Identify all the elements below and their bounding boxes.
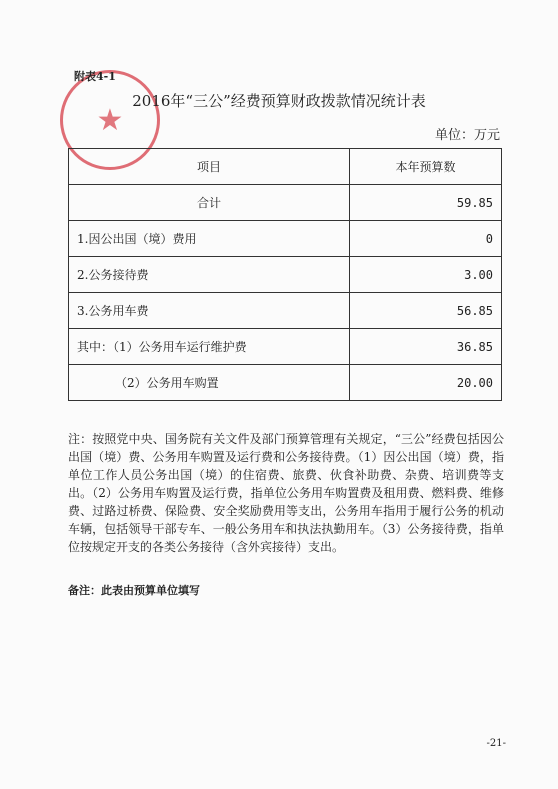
row-value-total: 59.85 bbox=[350, 185, 502, 221]
row-value: 20.00 bbox=[350, 365, 502, 401]
page-number: -21- bbox=[486, 738, 506, 749]
row-value: 36.85 bbox=[350, 329, 502, 365]
row-label: 其中：（1）公务用车运行维护费 bbox=[69, 329, 350, 365]
attachment-label: 附表4-1 bbox=[74, 70, 116, 83]
budget-table bbox=[68, 148, 502, 401]
row-label: 3.公务用车费 bbox=[69, 293, 350, 329]
row-label: （2）公务用车购置 bbox=[69, 365, 350, 401]
table-row bbox=[69, 257, 502, 293]
table-row bbox=[69, 293, 502, 329]
table-header-row bbox=[69, 149, 502, 185]
row-value: 56.85 bbox=[350, 293, 502, 329]
row-value: 0 bbox=[350, 221, 502, 257]
table-row bbox=[69, 185, 502, 221]
note-paragraph: 注：按照党中央、国务院有关文件及部门预算管理有关规定，“三公”经费包括因公出国（境）费、公务用车购置及运行费和公务接待费。（1）因公出国（境）费，指单位工作人员公务出国（境）的住宿费、旅费、伙食补助费、杂费、培训费等支出。（2）公务用车购置及运行费，指单位公务用车购置费及租用费、燃料费、维修费、过路过桥费、保险费、安全奖励费用等支出，公务用车指用于履行公务的机动车辆，包括领导干部专车、一般公务用车和执法执勤用车。（3）公务接待费，指单位按规定开支的各类公务接待（含外宾接待）支出。 bbox=[68, 432, 504, 554]
star-icon: ★ bbox=[96, 103, 124, 138]
unit-label: 单位：万元 bbox=[434, 128, 500, 143]
table-row bbox=[69, 221, 502, 257]
remark-text: 备注：此表由预算单位填写 bbox=[68, 584, 200, 597]
table-row bbox=[69, 329, 502, 365]
header-item: 项目 bbox=[69, 149, 350, 185]
page-title: 2016年“三公”经费预算财政拨款情况统计表 bbox=[132, 92, 426, 110]
row-label: 2.公务接待费 bbox=[69, 257, 350, 293]
header-budget: 本年预算数 bbox=[350, 149, 502, 185]
row-label-total: 合计 bbox=[69, 185, 350, 221]
row-value: 3.00 bbox=[350, 257, 502, 293]
row-label: 1.因公出国（境）费用 bbox=[69, 221, 350, 257]
table-row bbox=[69, 365, 502, 401]
